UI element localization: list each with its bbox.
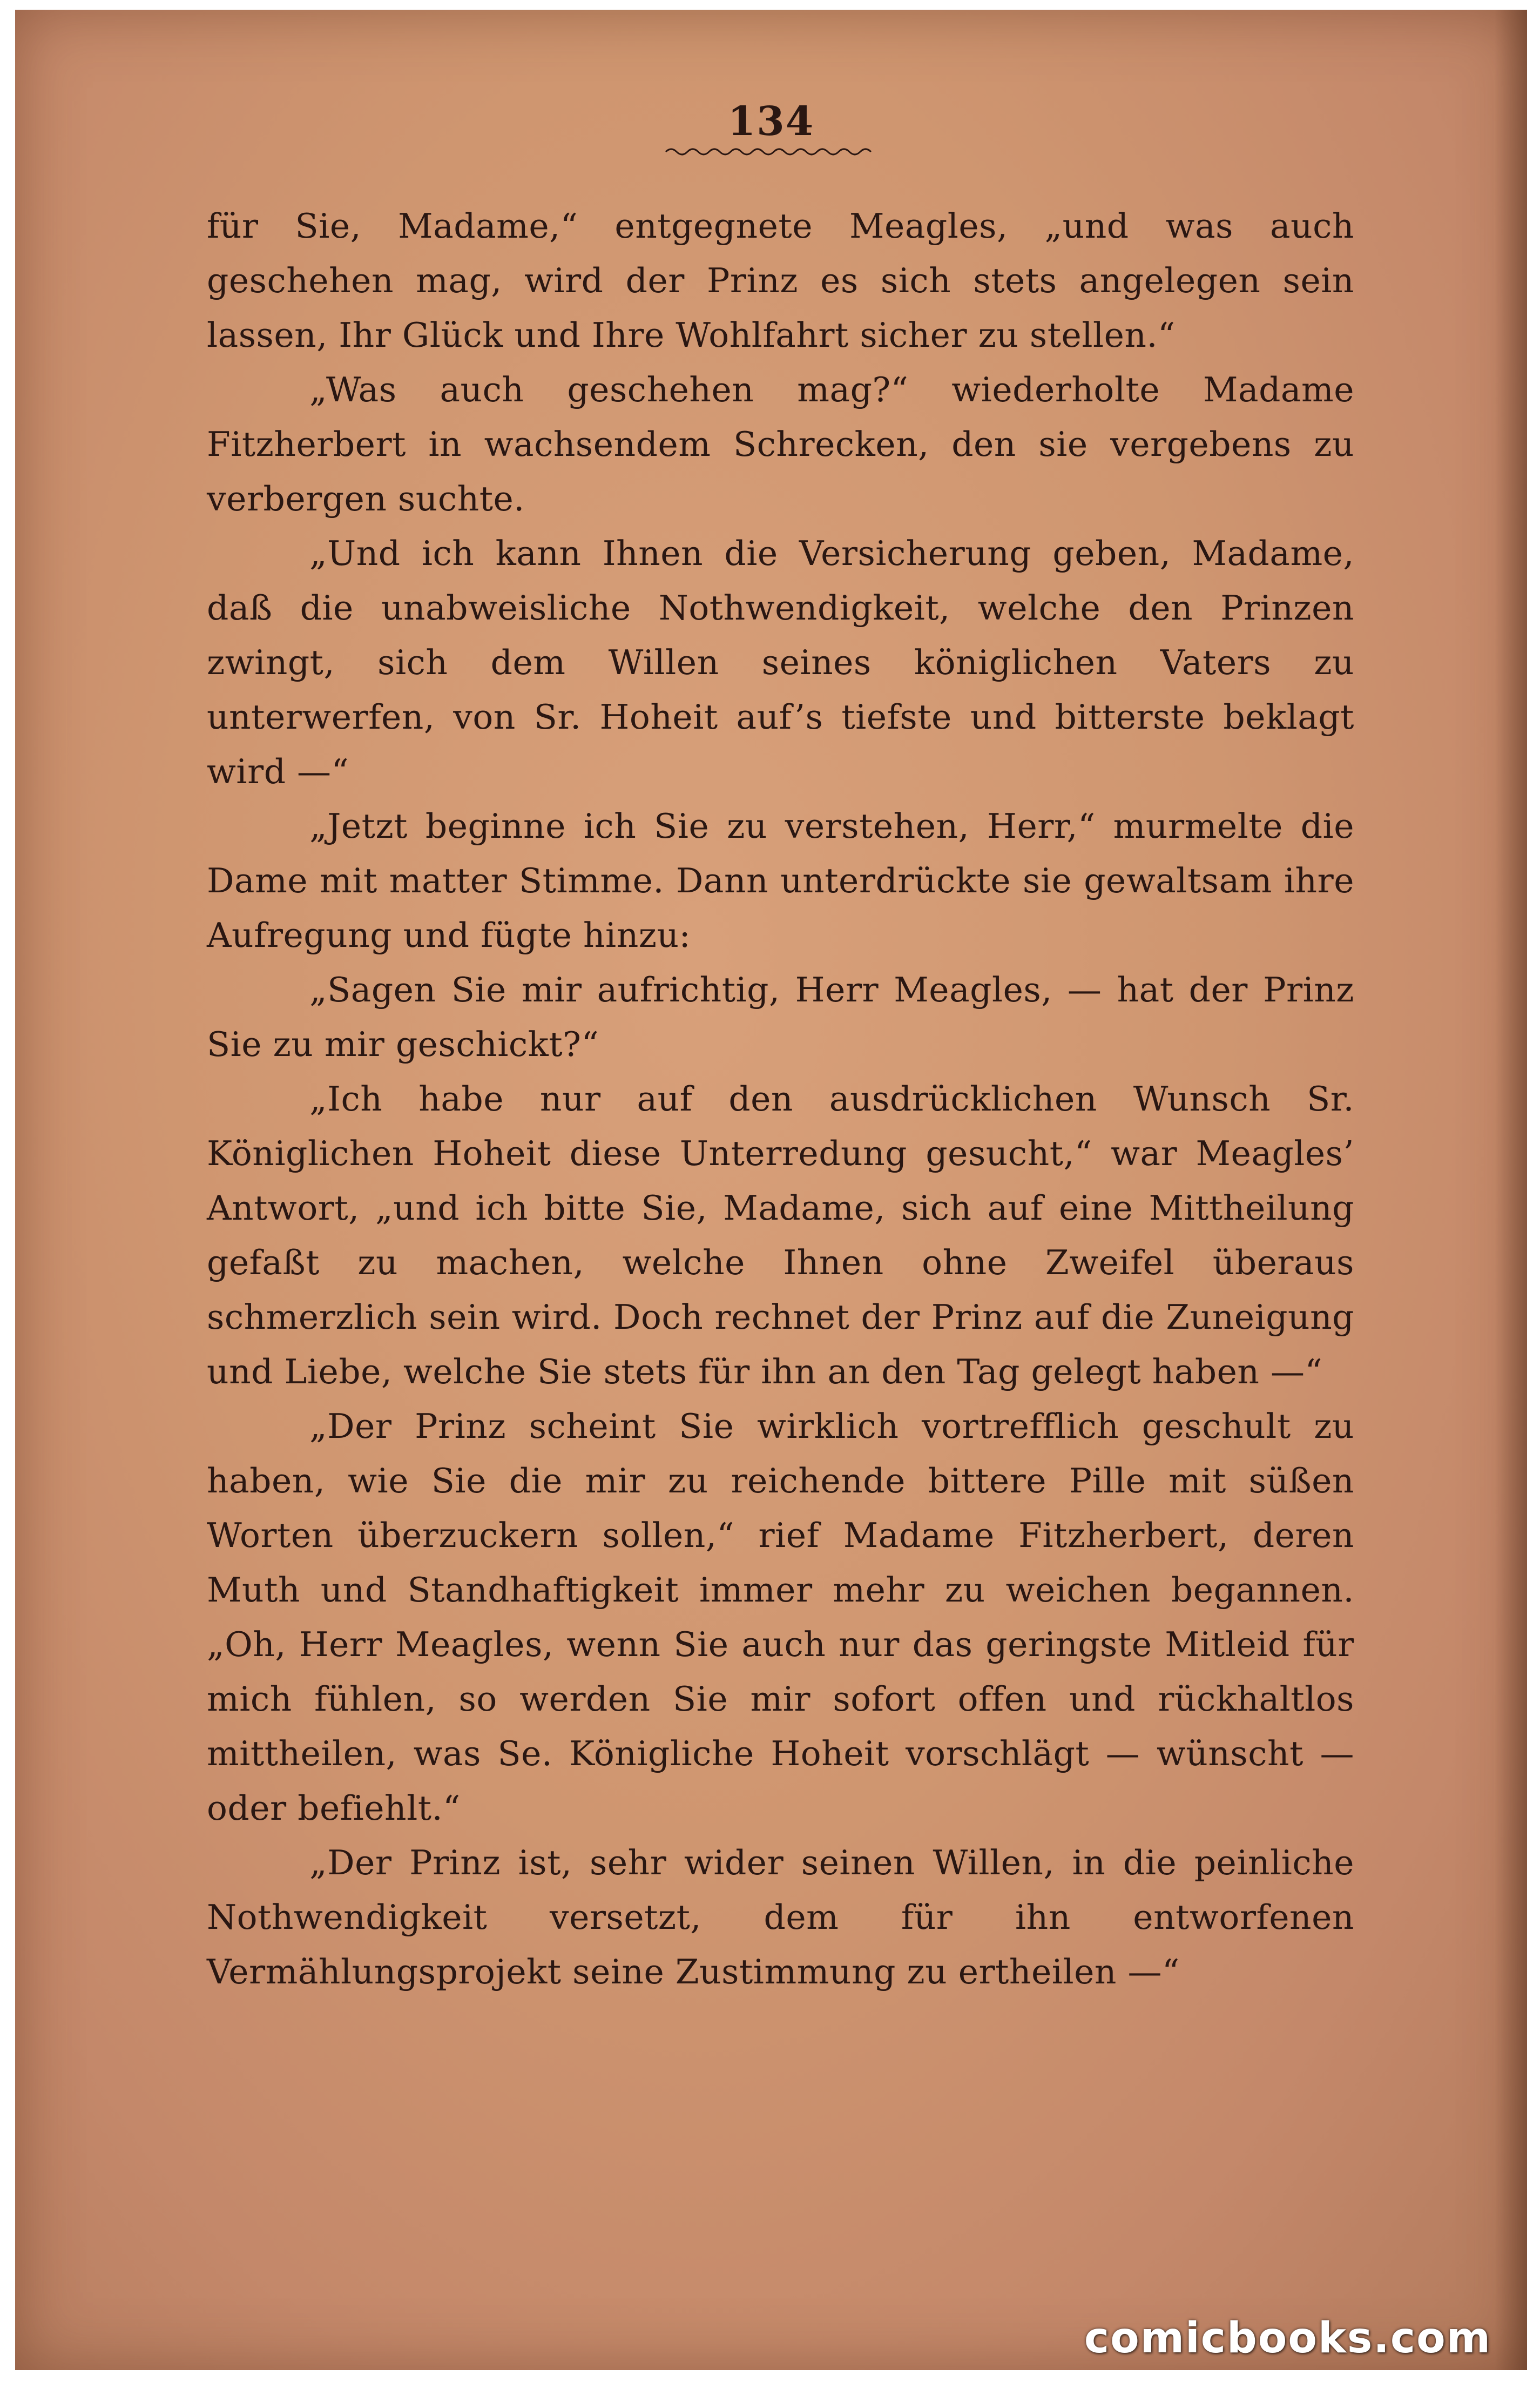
- paragraph: „Und ich kann Ihnen die Versicherung geben, Madame, daß die unabweisliche Nothwendigkeit, welche den Prinzen zwingt, sich dem Willen seines königlichen Vaters zu unterwerfen, von Sr. Hoheit auf’s tiefste und bitterste beklagt wird —“: [207, 534, 1354, 791]
- paragraph: „Sagen Sie mir aufrichtig, Herr Meagles, — hat der Prinz Sie zu mir geschickt?“: [207, 970, 1354, 1064]
- page-header: [15, 98, 1527, 158]
- paragraph: „Was auch geschehen mag?“ wiederholte Madame Fitzherbert in wachsendem Schrecken, den sie vergebens zu verbergen suchte.: [207, 370, 1354, 519]
- book-page: [15, 10, 1527, 2370]
- page-number: 134: [727, 98, 815, 145]
- paragraph: „Der Prinz ist, sehr wider seinen Willen, in die peinliche Nothwendigkeit versetzt, dem für ihn entworfenen Vermählungsprojekt seine Zustimmung zu ertheilen —“: [207, 1843, 1354, 1992]
- wavy-ornament-rule: [663, 146, 879, 158]
- paragraph: für Sie, Madame,“ entgegnete Meagles, „und was auch geschehen mag, wird der Prinz es sich stets angelegen sein lassen, Ihr Glück und Ihre Wohlfahrt sicher zu stellen.“: [207, 206, 1354, 355]
- watermark: comicbooks.com: [1084, 2314, 1491, 2363]
- paragraph: „Der Prinz scheint Sie wirklich vortrefflich geschult zu haben, wie Sie die mir zu reichende bittere Pille mit süßen Worten überzuckern sollen,“ rief Madame Fitzherbert, deren Muth und Standhaftigkeit immer mehr zu weichen begannen. „Oh, Herr Meagles, wenn Sie auch nur das geringste Mitleid für mich fühlen, so werden Sie mir sofort offen und rückhaltlos mittheilen, was Se. Königliche Hoheit vorschlägt — wünscht — oder befiehlt.“: [207, 1407, 1354, 1828]
- paragraph: „Ich habe nur auf den ausdrücklichen Wunsch Sr. Königlichen Hoheit diese Unterredung gesucht,“ war Meagles’ Antwort, „und ich bitte Sie, Madame, sich auf eine Mittheilung gefaßt zu machen, welche Ihnen ohne Zweifel überaus schmerzlich sein wird. Doch rechnet der Prinz auf die Zuneigung und Liebe, welche Sie stets für ihn an den Tag gelegt haben —“: [207, 1079, 1354, 1391]
- paragraph: „Jetzt beginne ich Sie zu verstehen, Herr,“ murmelte die Dame mit matter Stimme. Dann unterdrückte sie gewaltsam ihre Aufregung und fügte hinzu:: [207, 806, 1354, 955]
- page-spine-shadow: [1495, 10, 1527, 2370]
- body-text: [207, 199, 1354, 1999]
